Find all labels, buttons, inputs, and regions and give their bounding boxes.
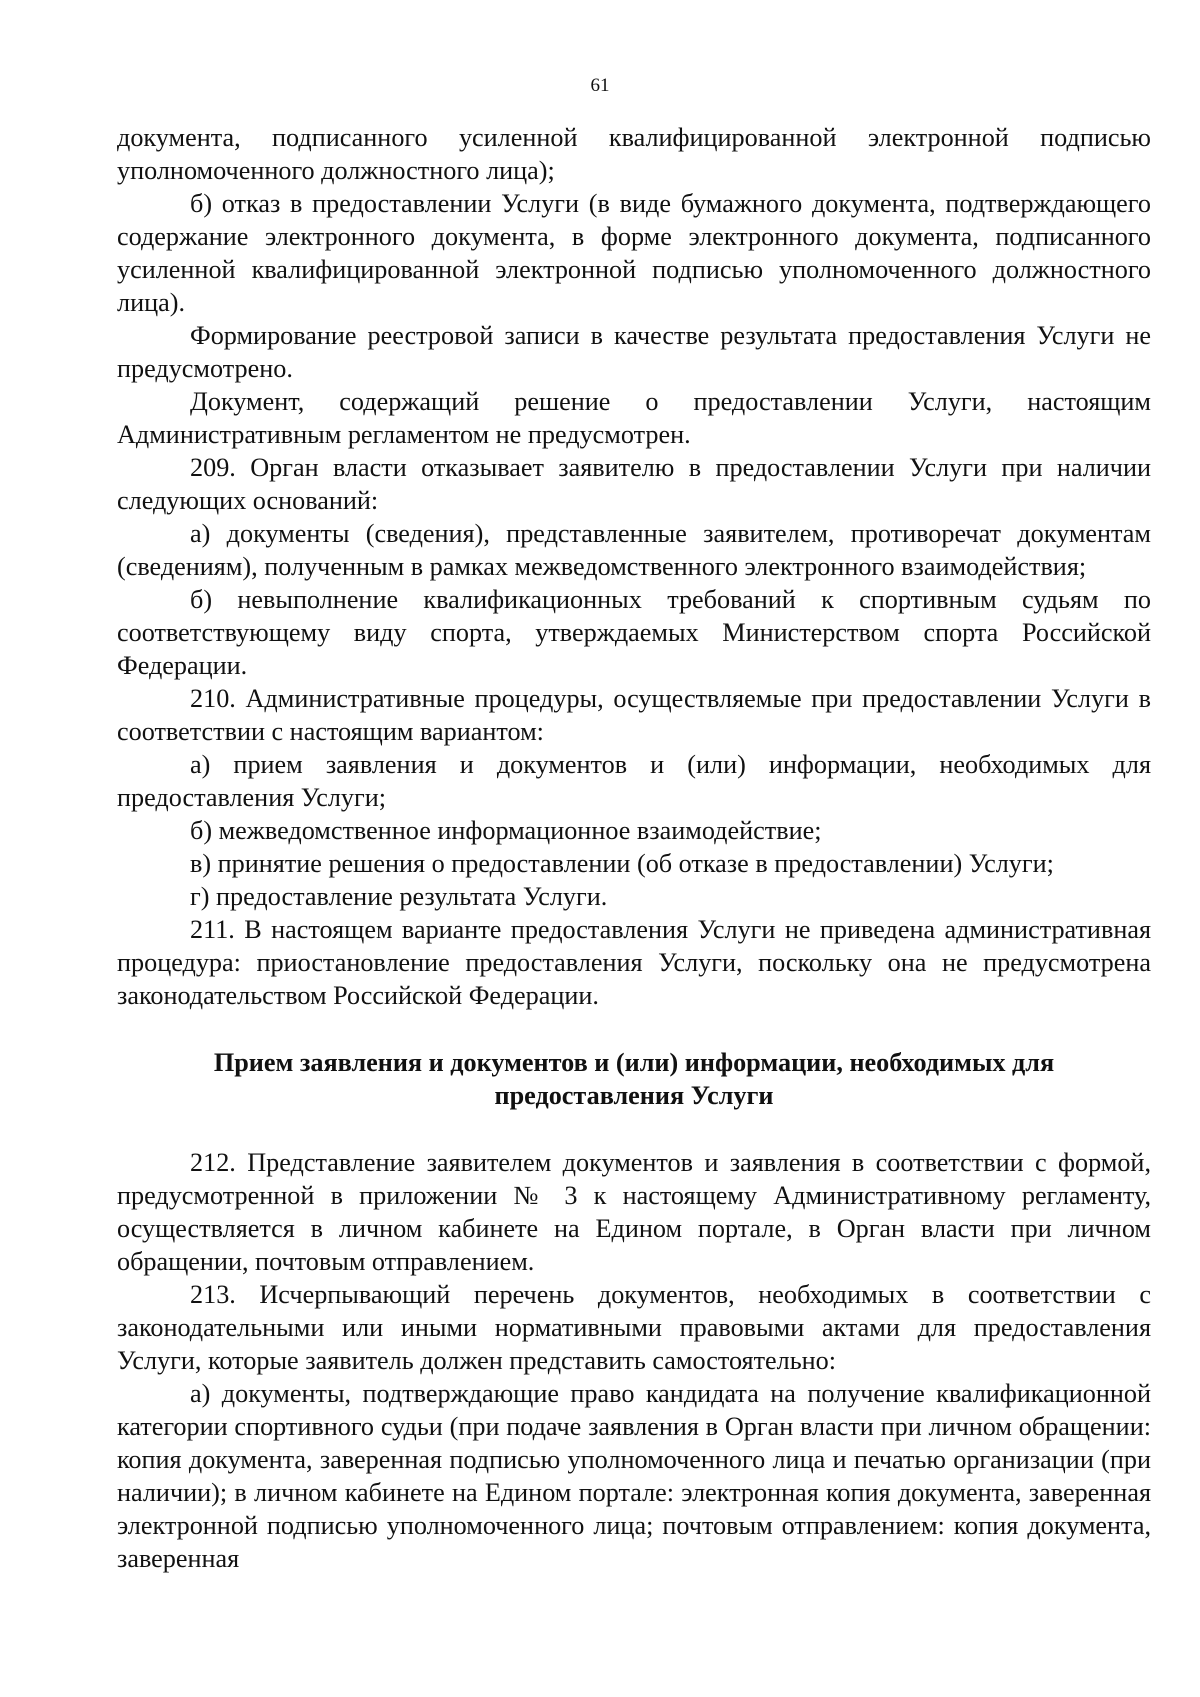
- paragraph-refusal-item-b: б) отказ в предоставлении Услуги (в виде бумажного документа, подтверждающего содержание электронного документа, в форме электронного документа, подписанного усиленной квалифицированной электронной подписью уполномоченного должностного лица).: [117, 189, 1151, 317]
- page-number: 61: [590, 75, 610, 96]
- paragraph-210-item-a: а) прием заявления и документов и (или) информации, необходимых для предоставления Услуги;: [117, 750, 1151, 812]
- paragraph-210-item-b: б) межведомственное информационное взаимодействие;: [190, 816, 822, 845]
- paragraph-210-item-d: г) предоставление результата Услуги.: [190, 882, 608, 911]
- paragraph-211: 211. В настоящем варианте предоставления Услуги не приведена административная процедура: приостановление предоставления Услуги, поскольку она не предусмотрена законодательством Российской Федерации.: [117, 915, 1151, 1010]
- document-body: [117, 121, 1151, 1575]
- paragraph-209-item-b: б) невыполнение квалификационных требований к спортивным судьям по соответствующему виду спорта, утверждаемых Министерством спорта Российской Федерации.: [117, 585, 1151, 680]
- section-heading: [117, 1046, 1151, 1112]
- paragraph-continuation: документа, подписанного усиленной квалифицированной электронной подписью уполномоченного должностного лица);: [117, 123, 1151, 185]
- paragraph-213-item-a: а) документы, подтверждающие право кандидата на получение квалификационной категории спортивного судьи (при подаче заявления в Орган власти при личном обращении: копия документа, заверенная подписью уполномоченного лица и печатью организации (при наличии); в личном кабинете на Едином портале: электронная копия документа, заверенная электронной подписью уполномоченного лица; почтовым отправлением: копия документа, заверенная: [117, 1379, 1151, 1573]
- section-heading-line-1: Прием заявления и документов и (или) информации, необходимых для: [213, 1048, 1055, 1077]
- paragraph-decision-document: Документ, содержащий решение о предоставлении Услуги, настоящим Административным регламентом не предусмотрен.: [117, 387, 1151, 449]
- paragraph-209: 209. Орган власти отказывает заявителю в предоставлении Услуги при наличии следующих оснований:: [117, 453, 1151, 515]
- section-heading-line-2: предоставления Услуги: [494, 1081, 774, 1110]
- paragraph-210: 210. Административные процедуры, осуществляемые при предоставлении Услуги в соответствии с настоящим вариантом:: [117, 684, 1151, 746]
- paragraph-209-item-a: а) документы (сведения), представленные заявителем, противоречат документам (сведениям), полученным в рамках межведомственного электронного взаимодействия;: [117, 519, 1151, 581]
- paragraph-212: 212. Представление заявителем документов и заявления в соответствии с формой, предусмотренной в приложении № 3 к настоящему Административному регламенту, осуществляется в личном кабинете на Едином портале, в Орган власти при личном обращении, почтовым отправлением.: [117, 1148, 1151, 1276]
- paragraph-registry-record: Формирование реестровой записи в качестве результата предоставления Услуги не предусмотрено.: [117, 321, 1151, 383]
- paragraph-213: 213. Исчерпывающий перечень документов, необходимых в соответствии с законодательными или иными нормативными правовыми актами для предоставления Услуги, которые заявитель должен представить самостоятельно:: [117, 1280, 1151, 1375]
- paragraph-210-item-c: в) принятие решения о предоставлении (об отказе в предоставлении) Услуги;: [190, 849, 1054, 878]
